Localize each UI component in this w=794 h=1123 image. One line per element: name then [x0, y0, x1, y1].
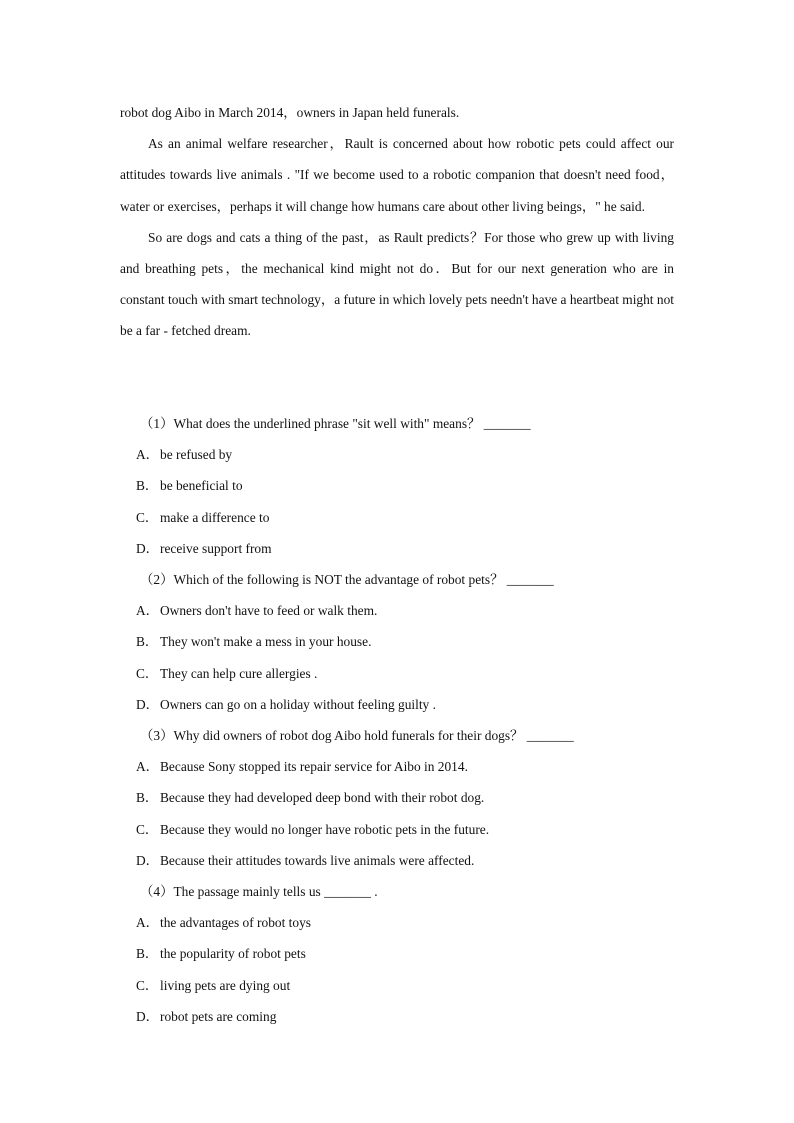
- question-list: [136, 408, 676, 1032]
- question-4: [136, 876, 676, 1032]
- option-letter: D．: [136, 1008, 160, 1024]
- option-c: [136, 970, 676, 1001]
- option-d: [136, 845, 676, 876]
- option-text: robot pets are coming: [160, 1008, 277, 1024]
- option-text: living pets are dying out: [160, 977, 291, 993]
- question-2: [136, 564, 676, 720]
- question-stem: （4）The passage mainly tells us _______ .: [140, 884, 378, 900]
- option-letter: B．: [136, 634, 159, 650]
- option-letter: C．: [136, 977, 159, 993]
- option-a: [136, 595, 676, 626]
- option-text: Owners don't have to feed or walk them.: [160, 603, 378, 619]
- option-text: Owners can go on a holiday without feeling guilty .: [160, 696, 436, 712]
- option-b: [136, 782, 676, 813]
- option-text: be refused by: [160, 447, 233, 463]
- option-text: the popularity of robot pets: [160, 946, 306, 962]
- option-letter: D．: [136, 696, 160, 712]
- option-text: Because Sony stopped its repair service for Aibo in 2014.: [160, 759, 468, 775]
- option-text: They won't make a mess in your house.: [160, 634, 372, 650]
- option-letter: B．: [136, 946, 159, 962]
- option-letter: C．: [136, 509, 159, 525]
- option-b: [136, 626, 676, 657]
- reading-passage: [120, 97, 674, 347]
- option-a: [136, 439, 676, 470]
- option-c: [136, 814, 676, 845]
- question-stem: （3）Why did owners of robot dog Aibo hold funerals for their dogs？ _______: [140, 728, 574, 744]
- question-stem: （1）What does the underlined phrase "sit well with" means？ _______: [140, 416, 531, 431]
- option-c: [136, 658, 676, 689]
- option-a: [136, 907, 676, 938]
- option-text: make a difference to: [160, 509, 270, 525]
- passage-paragraph-2: As an animal welfare researcher，Rault is concerned about how robotic pets could affect our attitudes towards live animals . "If we become used to a robotic companion that doesn't need food，water or exercises，perhaps it will change how humans care about other living beings，" he said.: [120, 136, 674, 214]
- option-text: the advantages of robot toys: [160, 915, 311, 931]
- option-text: receive support from: [160, 540, 272, 556]
- option-text: They can help cure allergies .: [160, 665, 318, 681]
- option-text: Because they would no longer have robotic pets in the future.: [160, 821, 490, 837]
- option-text: be beneficial to: [160, 478, 243, 494]
- option-letter: D．: [136, 540, 160, 556]
- option-d: [136, 533, 676, 564]
- option-letter: A．: [136, 759, 160, 775]
- option-b: [136, 938, 676, 969]
- option-letter: B．: [136, 790, 159, 806]
- option-letter: C．: [136, 665, 159, 681]
- option-d: [136, 1001, 676, 1032]
- option-letter: D．: [136, 852, 160, 868]
- option-letter: A．: [136, 447, 160, 463]
- question-3: [136, 720, 676, 876]
- option-letter: A．: [136, 915, 160, 931]
- option-letter: B．: [136, 478, 159, 494]
- option-letter: C．: [136, 821, 159, 837]
- option-letter: A．: [136, 603, 160, 619]
- question-stem: （2）Which of the following is NOT the advantage of robot pets？ _______: [140, 572, 554, 588]
- question-1: [136, 408, 676, 564]
- option-c: [136, 502, 676, 533]
- passage-paragraph-3: So are dogs and cats a thing of the past，as Rault predicts？For those who grew up with living and breathing pets，the mechanical kind might not do．But for our next generation who are in constant touch with smart technology，a future in which lovely pets needn't have a heartbeat might not be a far - fetched dream.: [120, 229, 674, 339]
- option-b: [136, 470, 676, 501]
- passage-paragraph-1: robot dog Aibo in March 2014，owners in Japan held funerals.: [120, 105, 460, 120]
- option-a: [136, 751, 676, 782]
- option-d: [136, 689, 676, 720]
- option-text: Because they had developed deep bond with their robot dog.: [160, 790, 485, 806]
- option-text: Because their attitudes towards live animals were affected.: [160, 852, 475, 868]
